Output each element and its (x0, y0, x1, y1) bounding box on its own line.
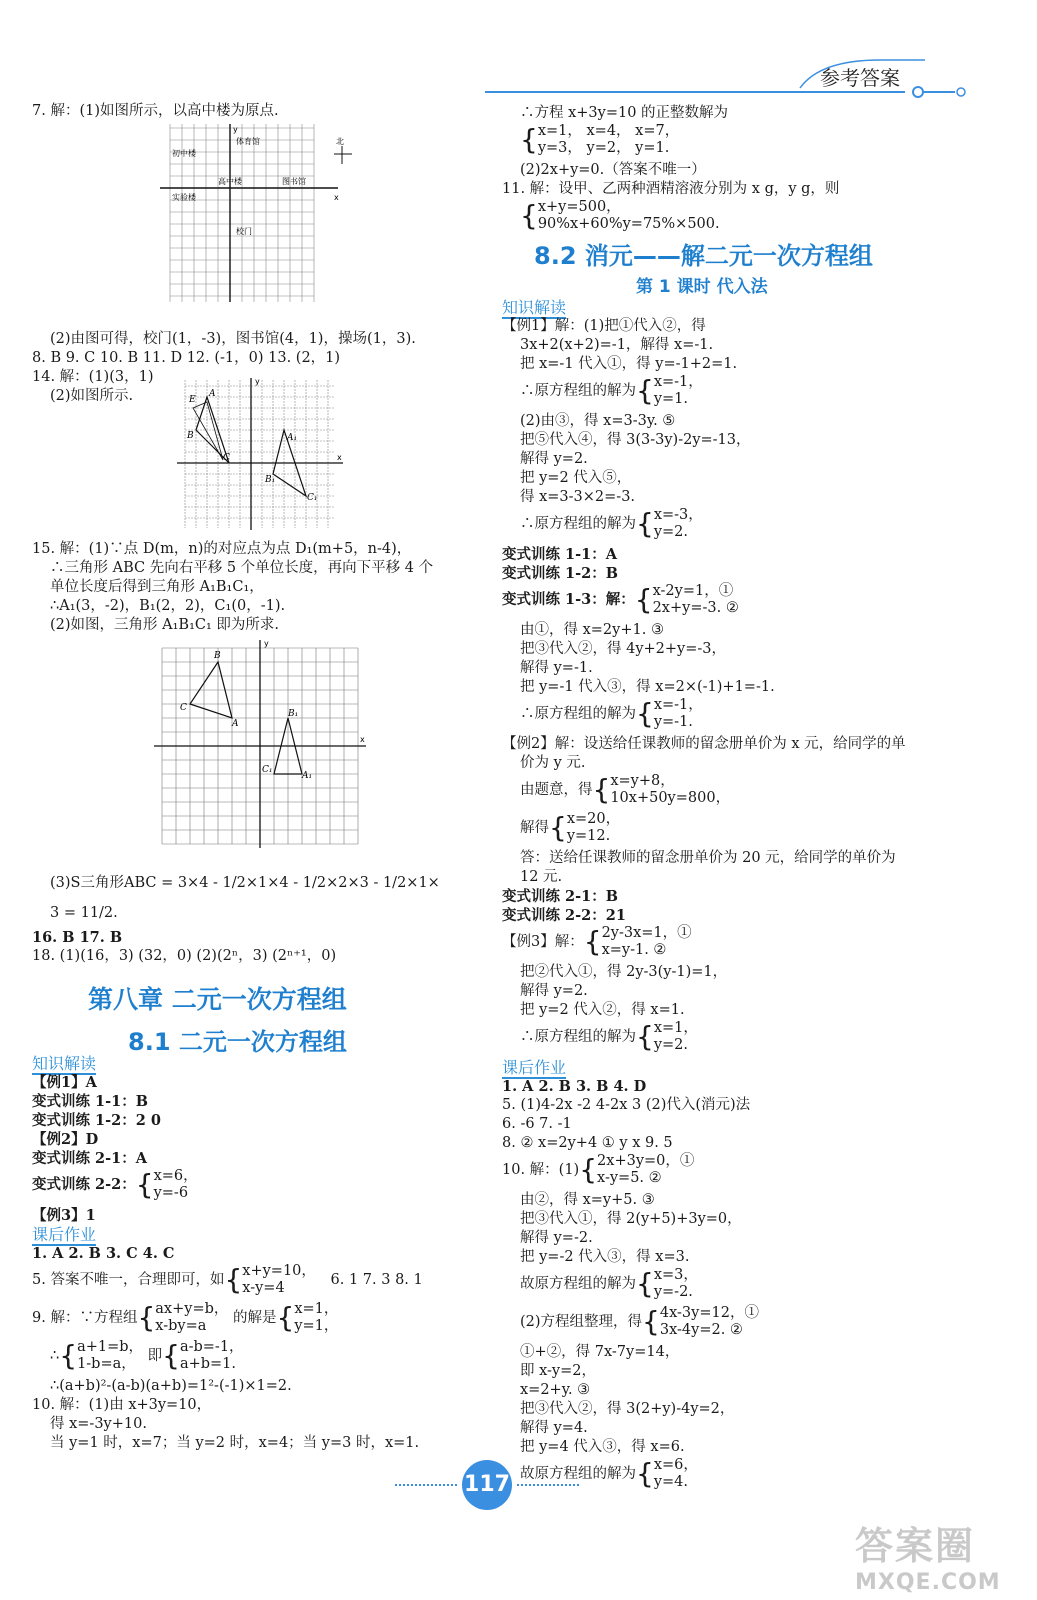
rhw6-line: 6. -6 7. -1 (502, 1116, 572, 1132)
r2-line: (2)2x+y=0.（答案不唯一） (520, 162, 706, 178)
hw1-line: 1. A 2. B 3. C 4. C (32, 1245, 175, 1262)
svg-text:C₁: C₁ (307, 493, 318, 503)
chapter-title: 第八章 二元一次方程组 (88, 985, 347, 1014)
figure-triangles-2 (152, 640, 372, 854)
svg-text:y: y (255, 378, 260, 386)
section-title-8-2: 8.2 消元——解二元一次方程组 (534, 242, 873, 270)
svg-text:B: B (187, 431, 194, 441)
rhw10-13: 故原方程组的解为{ x=6， y=4. (520, 1457, 698, 1490)
svg-text:y: y (233, 125, 238, 134)
hw10-line2: 得 x=-3y+10. (50, 1416, 147, 1432)
q15-line7: 3 = 11/2. (50, 905, 118, 921)
ex1-8: 把 y=2 代入⑤， (520, 470, 632, 486)
svg-text:C: C (180, 703, 187, 713)
ex1-2: 3x+2(x+2)=-1，解得 x=-1. (520, 337, 714, 353)
ex1-4: ∴原方程组的解为{ x=-1， y=1. (520, 374, 703, 407)
v13-4: 把 y=-1 代入③，得 x=2×(-1)+1=-1. (520, 679, 775, 695)
page-dots-left (395, 1484, 457, 1488)
ex2-line: 【例2】D (32, 1131, 99, 1148)
right-column-part1 (502, 104, 972, 237)
hw5-line: 5. 答案不唯一，合理即可，如{ x+y=10， x-y=4 6. 1 7. 3 8. 1 (32, 1263, 423, 1296)
watermark-logo: 答案圈 (855, 1524, 976, 1568)
r11-sys: { x+y=500， 90%x+60%y=75%×500. (520, 199, 720, 232)
right-column-part2 (502, 298, 972, 1495)
hw9-line2: ∴{ a+1=b， 1-b=a， 即{ a-b=-1， a+b=1. (50, 1339, 244, 1372)
left-column-part4 (32, 868, 482, 966)
q7-line2: (2)由图可得，校门(1，-3)，图书馆(4，1)，操场(1，3). (50, 331, 416, 347)
rhw10-2: 把③代入①，得 2(y+5)+3y=0， (520, 1211, 742, 1227)
rhw10-4: 把 y=-2 代入③，得 x=3. (520, 1249, 690, 1265)
left-column (32, 102, 480, 121)
b12-line: 变式训练 1-2：2 0 (32, 1112, 161, 1129)
rhw10-10: 把③代入②，得 3(2+y)-4y=2， (520, 1401, 735, 1417)
r11-line: 11. 解：设甲、乙两种酒精溶液分别为 x g，y g，则 (502, 181, 840, 197)
b22-line: 变式训练 2-2：{ x=6， y=-6 (32, 1168, 198, 1201)
r-sys-line: { x=1， x=4， x=7， y=3， y=2， y=1. (520, 123, 680, 156)
label-junior-building: 初中楼 (172, 149, 196, 158)
figure-campus-map (160, 124, 360, 308)
ex1-7: 解得 y=2. (520, 451, 588, 467)
ex1-10: ∴原方程组的解为{ x=-3， y=2. (520, 507, 703, 540)
triangle-grid-1 (175, 378, 345, 533)
hw9-line: 9. 解：∵方程组{ ax+y=b， x-by=a 的解是{ x=1， y=1， (32, 1301, 339, 1334)
v12-line: 变式训练 1-2：B (502, 565, 618, 582)
ex2-5: 答：送给任课教师的留念册单价为 20 元，给同学的单价为 (520, 850, 896, 866)
rhw1-line: 1. A 2. B 3. B 4. D (502, 1078, 647, 1095)
label-gym: 体育馆 (236, 137, 260, 146)
hw9-line3: ∴(a+b)²-(a-b)(a+b)=1²-(-1)×1=2. (50, 1378, 292, 1394)
v13-3: 解得 y=-1. (520, 660, 593, 676)
rhw10-11: 解得 y=4. (520, 1420, 588, 1436)
label-library: 图书馆 (282, 177, 306, 186)
watermark-url: MXQE.COM (855, 1570, 1001, 1595)
rhw10-9: x=2+y. ③ (520, 1382, 591, 1398)
v13-1: 由①，得 x=2y+1. ③ (520, 622, 664, 638)
rhw10-a: 10. 解：(1){ 2x+3y=0，① x-y=5. ② (502, 1153, 695, 1186)
label-lab-building: 实验楼 (172, 193, 196, 202)
q15-line5: (2)如图，三角形 A₁B₁C₁ 即为所求. (50, 617, 280, 633)
ex3-5: ∴原方程组的解为{ x=1， y=2. (520, 1020, 698, 1053)
v11-line: 变式训练 1-1：A (502, 546, 617, 563)
q15-line3: 单位长度后得到三角形 A₁B₁C₁， (50, 579, 264, 595)
ex3-2: 把②代入①，得 2y-3(y-1)=1， (520, 964, 728, 980)
q16-line: 16. B 17. B (32, 929, 123, 946)
label-gate: 校门 (236, 227, 252, 236)
q18-line: 18. (1)(16，3) (32，0) (2)(2ⁿ，3) (2ⁿ⁺¹，0) (32, 948, 337, 964)
b11-line: 变式训练 1-1：B (32, 1093, 148, 1110)
r1-line: ∴方程 x+3y=10 的正整数解为 (520, 105, 729, 121)
triangle-grid-2 (152, 640, 372, 850)
q7-line1: 7. 解：(1)如图所示，以高中楼为原点. (32, 103, 279, 119)
svg-text:x: x (337, 453, 342, 462)
ex3-1: 【例3】解：{ 2y-3x=1，① x=y-1. ② (502, 925, 692, 958)
ex1-6: 把⑤代入④，得 3(3-3y)-2y=-13， (520, 432, 751, 448)
ex3-line: 【例3】1 (32, 1207, 96, 1224)
page-dots-right (517, 1484, 579, 1488)
q14-line1: 14. 解：(1)(3，1) (32, 369, 154, 385)
rhw10-7: ①+②，得 7x-7y=14， (520, 1344, 680, 1360)
header-title: 参考答案 (820, 66, 900, 90)
ex3-4: 把 y=2 代入②，得 x=1. (520, 1002, 685, 1018)
lesson-title: 第 1 课时 代入法 (636, 277, 768, 297)
rhw10-5: 故原方程组的解为{ x=3， y=-2. (520, 1267, 698, 1300)
q14-line2: (2)如图所示. (50, 388, 134, 404)
label-senior-building: 高中楼 (218, 177, 242, 186)
page-header (0, 0, 1037, 110)
svg-text:B: B (214, 651, 221, 661)
section-title-8-1: 8.1 二元一次方程组 (128, 1028, 347, 1056)
q15-line6: (3)S三角形ABC = 3×4 - 1/2×1×4 - 1/2×2×3 - 1/2×1× (50, 875, 440, 891)
v13-2: 把③代入②，得 4y+2+y=-3， (520, 641, 727, 657)
svg-text:y: y (264, 640, 269, 648)
svg-text:x: x (334, 193, 339, 202)
ex2-4: 解得{ x=20， y=12. (520, 811, 621, 844)
hw10-line1: 10. 解：(1)由 x+3y=10， (32, 1397, 212, 1413)
tag-homework-left: 课后作业 (32, 1225, 97, 1244)
ex1-line: 【例1】A (32, 1074, 97, 1091)
ex1-3: 把 x=-1 代入①，得 y=-1+2=1. (520, 356, 738, 372)
rhw10-12: 把 y=4 代入③，得 x=6. (520, 1439, 685, 1455)
q15-line4: ∴A₁(3，-2)，B₁(2，2)，C₁(0，-1). (50, 598, 286, 614)
v22-line: 变式训练 2-2：21 (502, 907, 626, 924)
q15-line2: ∴三角形 ABC 先向右平移 5 个单位长度，再向下平移 4 个 (50, 560, 434, 576)
ex2-6: 12 元. (520, 869, 563, 885)
hw10-line3: 当 y=1 时，x=7；当 y=2 时，x=4；当 y=3 时，x=1. (50, 1435, 420, 1451)
rhw10-3: 解得 y=-2. (520, 1230, 593, 1246)
svg-text:B₁: B₁ (288, 709, 299, 719)
header-decoration (0, 0, 1037, 110)
rhw5-line: 5. (1)4-2x -2 4-2x 3 (2)代入(消元)法 (502, 1097, 751, 1113)
watermark (855, 1515, 1001, 1595)
left-column-part3 (32, 540, 482, 635)
ex1-9: 得 x=3-3×2=-3. (520, 489, 636, 505)
v21-line: 变式训练 2-1：B (502, 888, 618, 905)
ex2-3: 由题意，得{ x=y+8， 10x+50y=800， (520, 773, 731, 806)
rhw8-line: 8. ② x=2y+4 ① y x 9. 5 (502, 1135, 673, 1151)
svg-text:A: A (232, 719, 239, 729)
svg-text:C₁: C₁ (262, 765, 273, 775)
v13-5: ∴原方程组的解为{ x=-1， y=-1. (520, 697, 703, 730)
rhw10-1: 由②，得 x=y+5. ③ (520, 1192, 655, 1208)
page-number: 117 (462, 1460, 512, 1510)
svg-text:A₁: A₁ (302, 771, 313, 781)
campus-grid (160, 124, 360, 304)
ex3-3: 解得 y=2. (520, 983, 588, 999)
label-north: 北 (336, 137, 344, 146)
svg-text:B₁: B₁ (265, 475, 276, 485)
ex2-1: 【例2】解：设送给任课教师的留念册单价为 x 元，给同学的单 (502, 736, 906, 752)
v13-line: 变式训练 1-3：解：{ x-2y=1，① 2x+y=-3. ② (502, 583, 739, 616)
rhw10-6: (2)方程组整理，得{ 4x-3y=12，① 3x-4y=2. ② (520, 1305, 759, 1338)
b21-line: 变式训练 2-1：A (32, 1150, 147, 1167)
q8-line: 8. B 9. C 10. B 11. D 12. (-1，0) 13. (2，1) (32, 350, 341, 366)
svg-text:A: A (209, 389, 216, 399)
tag-knowledge-left: 知识解读 (32, 1054, 97, 1073)
ex2-2: 价为 y 元. (520, 755, 586, 771)
q15-line1: 15. 解：(1)∵点 D(m，n)的对应点为点 D₁(m+5，n-4)， (32, 541, 412, 557)
svg-text:C: C (223, 453, 230, 463)
ex1-5: (2)由③，得 x=3-3y. ⑤ (520, 413, 676, 429)
figure-triangles-1 (175, 378, 345, 537)
rhw10-8: 即 x-y=2， (520, 1363, 596, 1379)
tag-homework-right: 课后作业 (502, 1058, 567, 1077)
ex1-1: 【例1】解：(1)把①代入②，得 (502, 318, 706, 334)
left-column-part5 (32, 1054, 482, 1453)
svg-text:E: E (189, 395, 196, 405)
svg-text:x: x (360, 735, 365, 744)
svg-text:A₁: A₁ (287, 433, 298, 443)
tag-knowledge-right: 知识解读 (502, 298, 567, 317)
